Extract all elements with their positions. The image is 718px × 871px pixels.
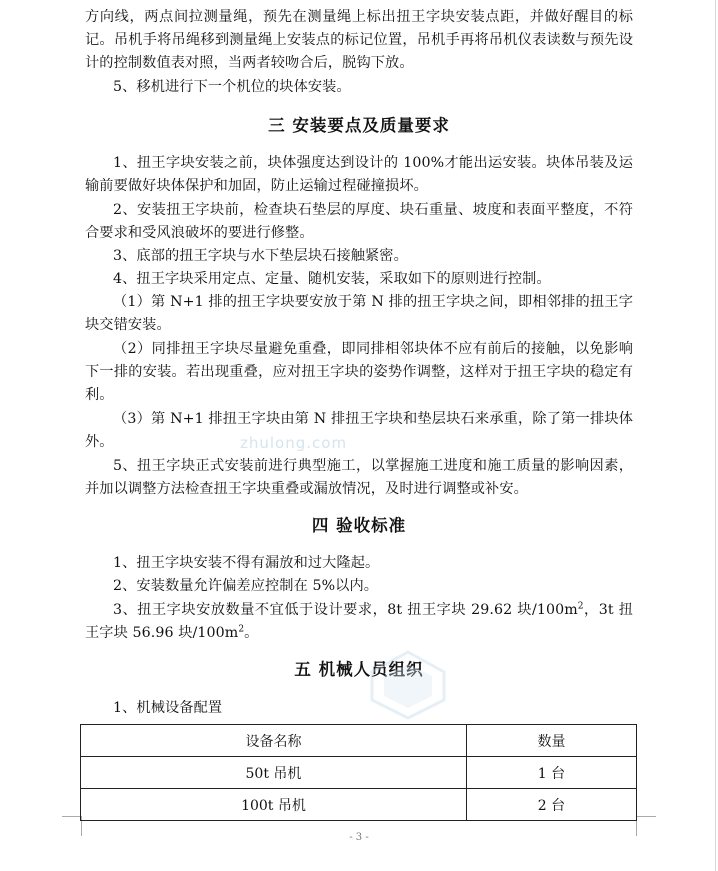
quantity-text-b: ，3t 扭王字块 56.96 块/100m	[85, 602, 633, 642]
crop-mark	[62, 816, 82, 817]
table-cell: 50t 吊机	[81, 757, 467, 789]
paragraph: 4、扭王字块采用定点、定量、随机安装，采取如下的原则进行控制。	[113, 271, 551, 287]
paragraph: （1）第 N+1 排的扭王字块要安放于第 N 排的扭王字块之间，即相邻排的扭王字块交错安装。	[85, 294, 633, 334]
watermark-text: zhulong.com	[240, 434, 348, 452]
table-cell: 2 台	[466, 789, 636, 821]
paragraph: （2）同排扭王字块尽量避免重叠，即同排相邻块体不应有前后的接触，以免影响下一排的安装。若出现重叠，应对扭王字块的姿势作调整，这样对于扭王字块的稳定有利。	[85, 341, 633, 404]
table-row	[81, 757, 637, 789]
superscript: 2	[238, 624, 245, 635]
paragraph-continued: 方向线，两点间拉测量绳，预先在测量绳上标出扭王字块安装点距，并做好醒目的标记。吊机手将吊绳移到测量绳上安装点的标记位置，吊机手再将吊机仪表读数与预先设计的控制数值表对照，当两者较吻合后，脱钩下放。	[85, 9, 633, 72]
page-number: - 3 -	[349, 832, 369, 843]
section-heading-3: 三 安装要点及质量要求	[268, 116, 450, 135]
table-row	[81, 789, 637, 821]
paragraph-equipment: 1、机械设备配置	[113, 700, 223, 716]
paragraph: 2、安装数量允许偏差应控制在 5%以内。	[113, 578, 379, 594]
paragraph: 5、扭王字块正式安装前进行典型施工，以掌握施工进度和施工质量的影响因素，并加以调整方法检查扭王字块重叠或漏放情况，及时进行调整或补安。	[85, 458, 633, 498]
paragraph: 1、扭王字块安装之前，块体强度达到设计的 100%才能出运安装。块体吊装及运输前要做好块体保护和加固，防止运输过程碰撞损坏。	[85, 155, 633, 195]
section-heading-4: 四 验收标准	[311, 516, 407, 535]
quantity-text-a: 3、扭王字块安放数量不宜低于设计要求，8t 扭王字块 29.62 块/100m	[113, 602, 578, 618]
table-header-row	[81, 725, 637, 757]
superscript: 2	[577, 601, 584, 612]
paragraph: 3、底部的扭王字块与水下垫层块石接触紧密。	[113, 248, 408, 264]
paragraph-step5: 5、移机进行下一个机位的块体安装。	[113, 79, 351, 95]
table-cell: 1 台	[466, 757, 636, 789]
section-heading-5: 五 机械人员组织	[294, 660, 424, 679]
paragraph: 1、扭王字块安装不得有漏放和过大隆起。	[113, 555, 380, 571]
table-header-cell: 设备名称	[81, 725, 467, 757]
paragraph: 2、安装扭王字块前，检查块石垫层的厚度、块石重量、坡度和表面平整度，不符合要求和受风浪破坏的要进行修整。	[85, 202, 633, 242]
table-header-cell: 数量	[466, 725, 636, 757]
crop-mark	[636, 816, 656, 817]
paragraph: （3）第 N+1 排扭王字块由第 N 排扭王字块和垫层块石来承重，除了第一排块体外。	[85, 411, 633, 451]
table-cell: 100t 吊机	[81, 789, 467, 821]
quantity-text-c: 。	[244, 625, 259, 642]
equipment-table	[80, 724, 637, 821]
paragraph-quantities	[85, 599, 633, 645]
